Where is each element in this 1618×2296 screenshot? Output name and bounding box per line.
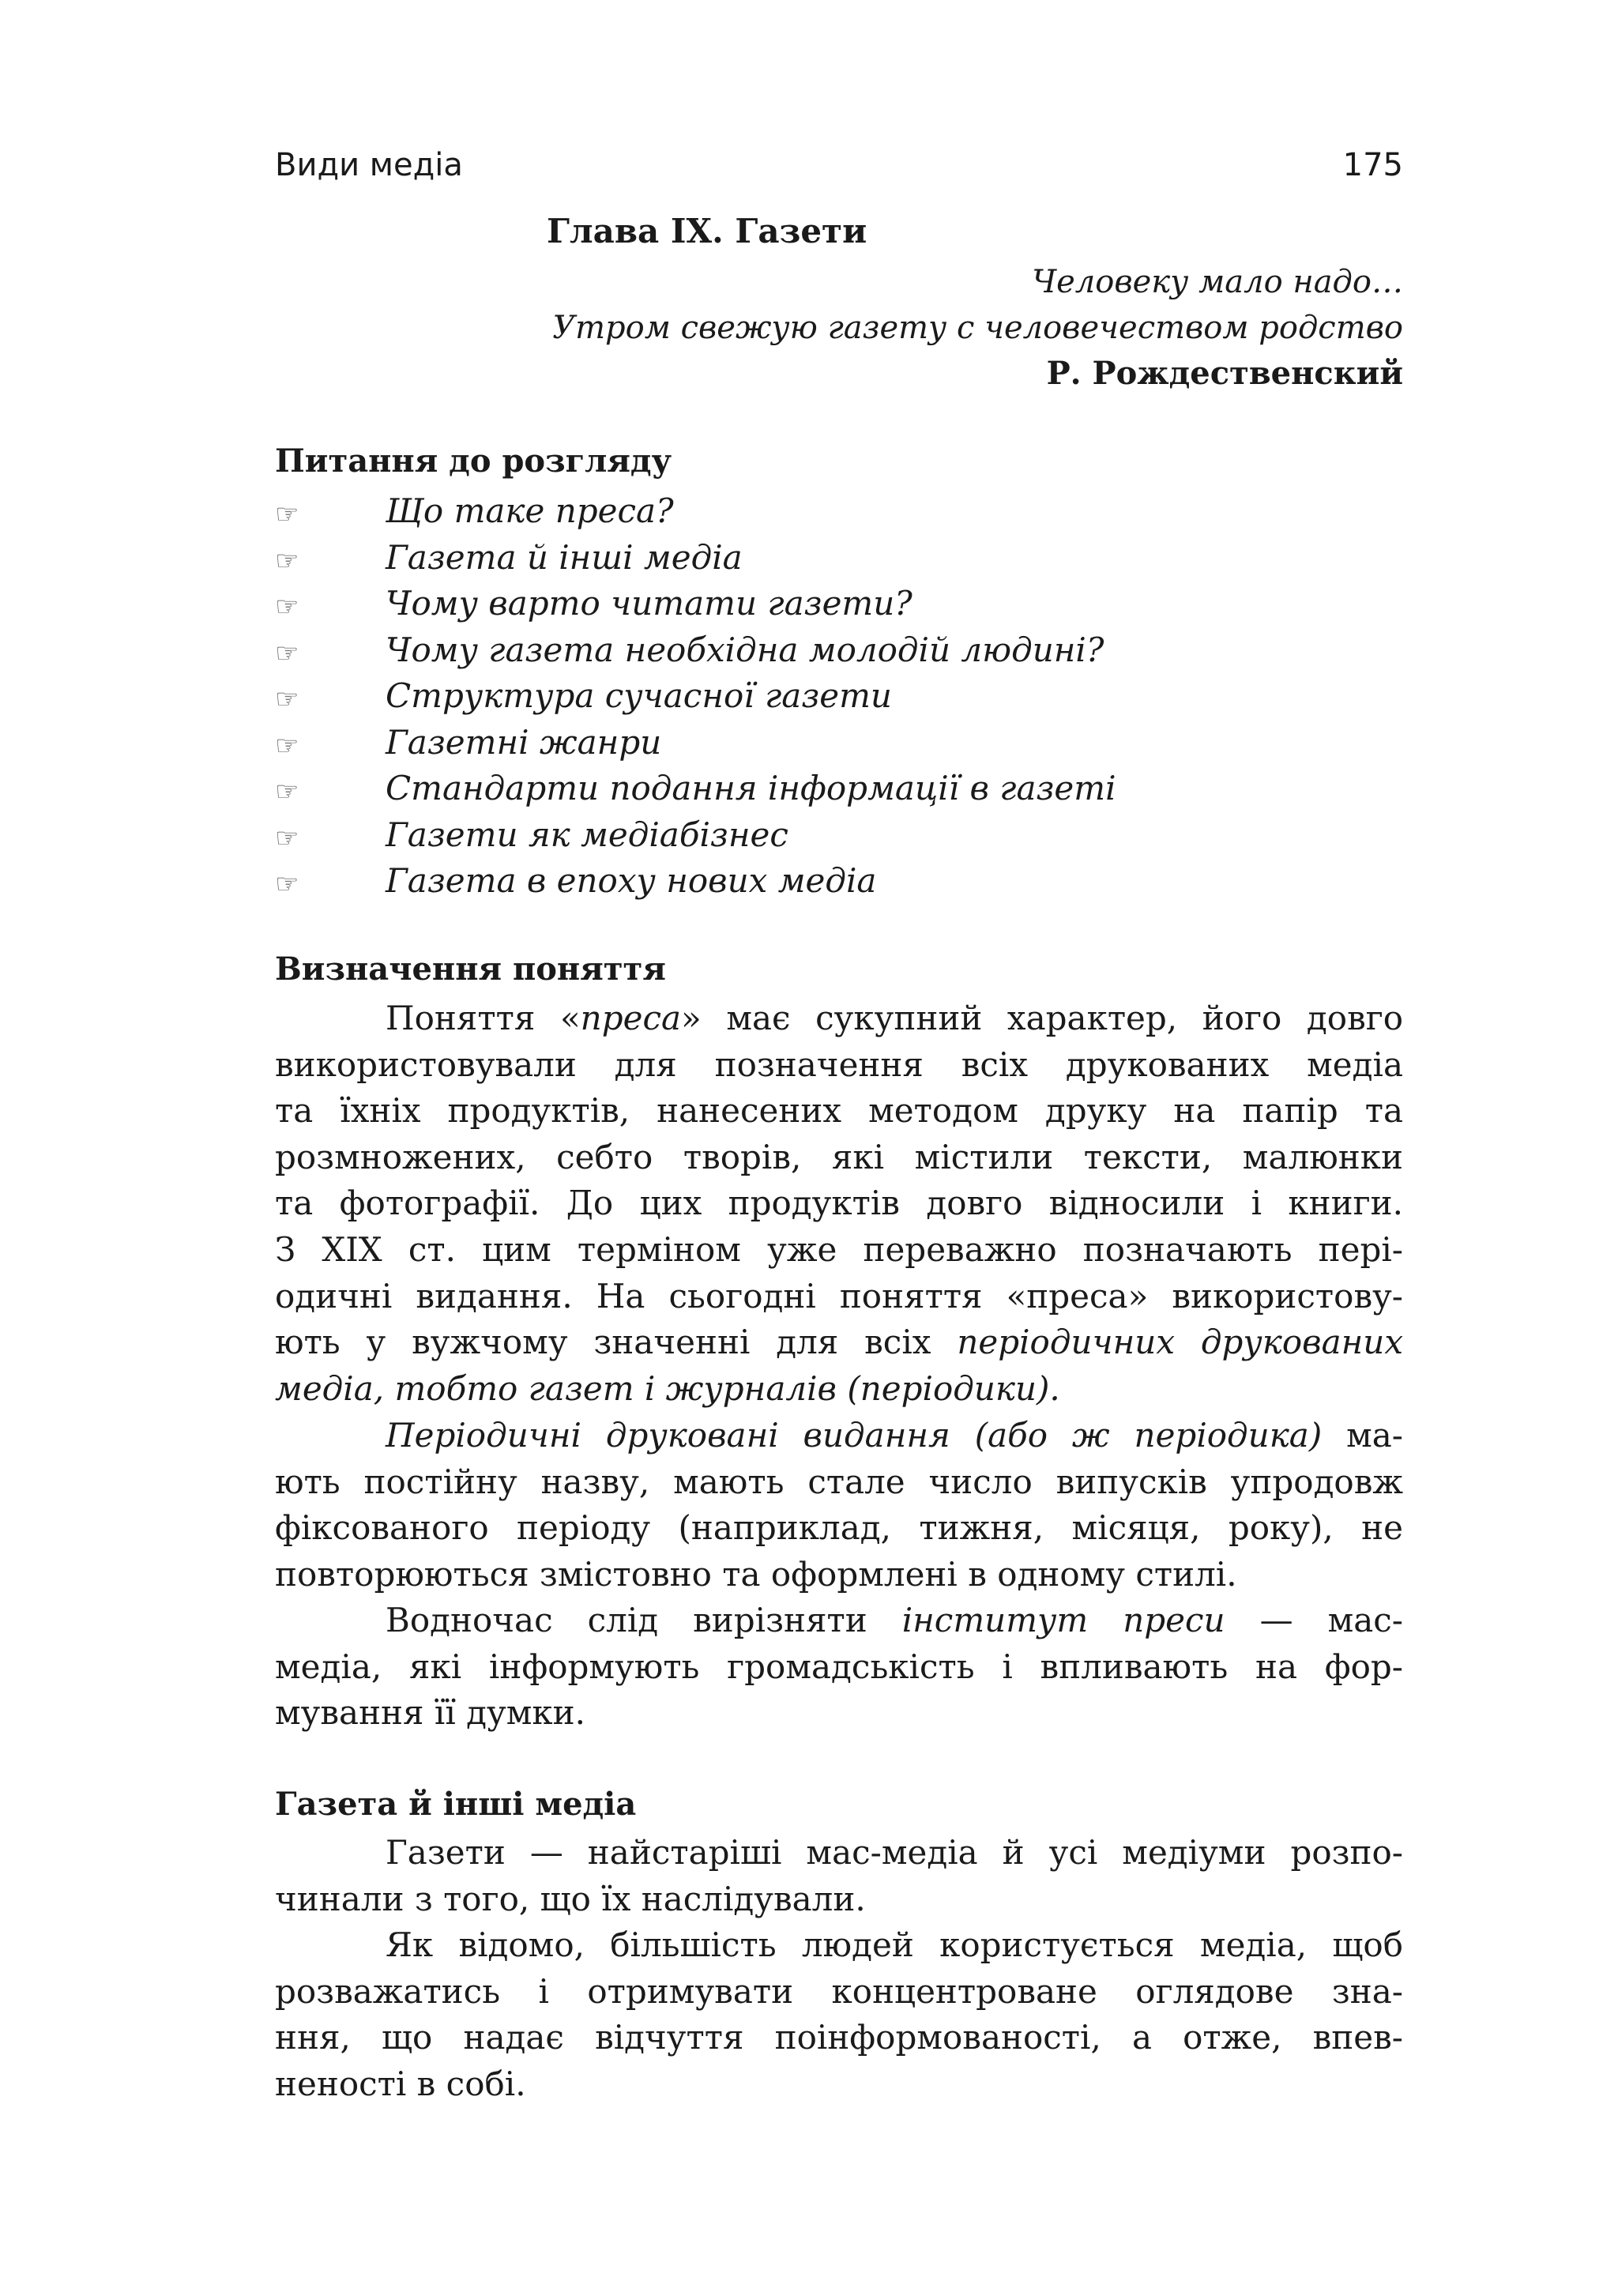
pointing-hand-icon: ☞ (275, 499, 299, 530)
definition-paragraph-3: Водночас слід вирізняти інститут преси — мас- медіа, які інформують громадськість і впливають на фор- мування її думки. (275, 1601, 1403, 1733)
list-item: ☞ Газета й інші медіа (275, 535, 1403, 582)
pointing-hand-icon: ☞ (275, 544, 299, 577)
list-item: ☞ Газети як медіабізнес (275, 812, 1403, 859)
pointing-hand-icon: ☞ (275, 868, 299, 900)
running-title: Види медіа (275, 147, 463, 183)
newspaper-paragraph-2: Як відомо, більшість людей користується медіа, щоб розважатись і отримувати концентроване оглядове зна- ння, що надає відчуття поінформованості, а отже, впев- неності в собі. (275, 1925, 1403, 2103)
running-header (275, 147, 1403, 194)
list-item: ☞ Що таке преса? (275, 488, 1403, 535)
list-item: ☞ Газетні жанри (275, 720, 1403, 766)
epigraph-author: Р. Рождественский (1046, 355, 1403, 392)
list-item: ☞ Структура сучасної газети (275, 673, 1403, 720)
definition-paragraph-2: Періодичні друковані видання (або ж періодика) ма- ють постійну назву, мають стале число випусків упродовж фіксованого періоду (наприклад, тижня, місяця, року), не повторюються змістовно та оформлені в одному стилі. (275, 1416, 1403, 1594)
pointing-hand-icon: ☞ (275, 637, 299, 669)
list-item: ☞ Чому газета необхідна молодій людині? (275, 627, 1403, 674)
page-number: 175 (1342, 147, 1403, 183)
list-item: ☞ Газета в епоху нових медіа (275, 858, 1403, 905)
pointing-hand-icon: ☞ (275, 591, 299, 623)
definition-paragraph-1: Поняття «преса» має сукупний характер, його довго використовували для позначення всіх друкованих медіа та їхніх продуктів, нанесених методом друку на папір та розмножених, себто творів, які містили тексти, малюнки та фотографії. До цих продуктів довго відносили і книги. З XIX ст. цим терміном уже переважно позначають пері- одичні видання. На сьогодні поняття «преса» використову- ють у вужчому значенні для всіх періодичних друкованих медіа, тобто газет і журналів (періодики). (275, 999, 1404, 1408)
book-page (275, 0, 1403, 2296)
newspaper-heading: Газета й інші медіа (275, 1786, 637, 1823)
epigraph-line-2: Утром свежую газету с человечеством родство (552, 310, 1403, 346)
pointing-hand-icon: ☞ (275, 776, 299, 807)
epigraph-line-1: Человеку мало надо… (1032, 264, 1403, 300)
newspaper-paragraph-1: Газети — найстаріші мас-медіа й усі медіуми розпо- чинали з того, що їх наслідували. (275, 1833, 1403, 1918)
questions-heading: Питання до розгляду (275, 442, 672, 480)
questions-list (275, 488, 1403, 905)
list-item: ☞ Стандарти подання інформації в газеті (275, 766, 1403, 812)
pointing-hand-icon: ☞ (275, 822, 299, 854)
list-item: ☞ Чому варто читати газети? (275, 581, 1403, 627)
pointing-hand-icon: ☞ (275, 729, 299, 762)
definition-heading: Визначення поняття (275, 950, 666, 988)
pointing-hand-icon: ☞ (275, 683, 299, 715)
chapter-title: Глава IX. Газети (547, 212, 867, 250)
epigraph (275, 259, 1403, 397)
